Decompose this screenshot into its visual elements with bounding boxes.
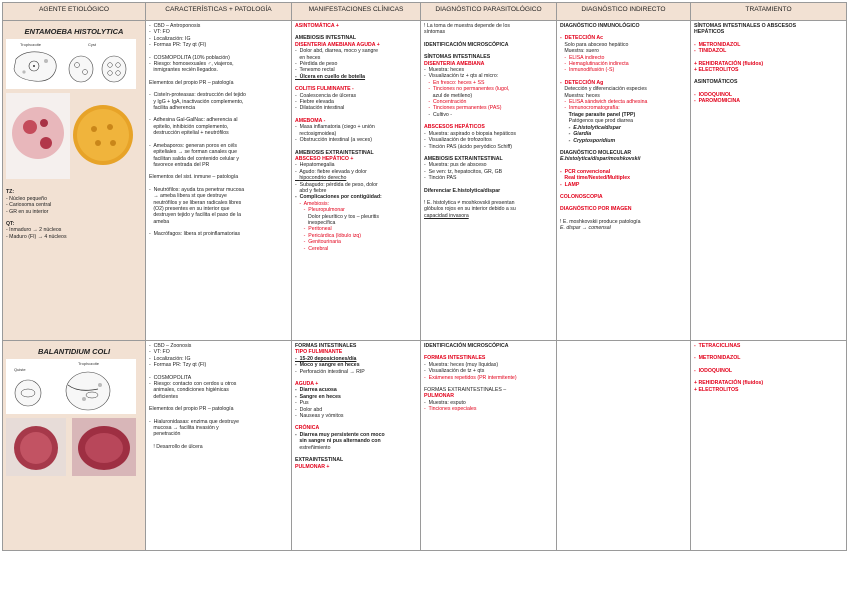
header-agente: AGENTE ETIOLÓGICO	[3, 3, 146, 21]
text-line: - DETECCIÓN Ac	[560, 35, 604, 42]
note-line: - Núcleo pequeño	[6, 195, 47, 202]
text-line: - Muestra: pus de absceso	[424, 162, 487, 169]
cell-manifestaciones	[292, 21, 421, 341]
text-line: abd y fiebre	[295, 187, 327, 194]
text-line: sin sangre ni pus alternando con	[295, 438, 381, 445]
text-line: - VT: FO	[149, 29, 170, 36]
note-line: - Inmaduro → 2 núcleos	[6, 227, 62, 234]
text-line: - Dolor abd	[295, 406, 323, 413]
text-line: COLITIS FULMINANTE -	[295, 86, 354, 93]
note-line: - GR en su interior	[6, 208, 49, 215]
text-line: - Muestra: heces	[424, 67, 465, 74]
text-line: neutrófilos y se liberan radicales libres	[149, 199, 242, 206]
text-line: Muestra: suero	[560, 48, 599, 55]
agent-cell	[3, 341, 146, 551]
diagram-label-trophozoite: Trophozoite	[20, 42, 41, 48]
text-line: animales, condiciones higiénicas	[149, 387, 229, 394]
text-line: facilitan salida del contenido celular y	[149, 155, 239, 162]
text-line: - Pérdida de peso	[295, 61, 338, 68]
cell-diag-indirecto	[557, 341, 691, 551]
text-line: AMEBIOSIS INTESTINAL	[295, 35, 357, 42]
text-line: - Amebiosis:	[295, 200, 330, 207]
text-line: DISENTERIA AMEBIANA	[424, 60, 485, 67]
text-line: - Localización: IG	[149, 35, 191, 42]
text-line: AMEBOMA -	[295, 117, 326, 124]
balantidium-micrographs	[6, 418, 136, 478]
text-line: ! Desarrollo de úlcera	[149, 443, 203, 450]
diagram-label-quiste: Quiste	[14, 367, 26, 373]
text-line: Solo para absceso hepático	[560, 41, 629, 48]
text-line: DIAGNÓSTICO INMUNOLÓGICO	[560, 23, 640, 29]
text-line: SÍNTOMAS INTESTINALES O ABSCESOS	[694, 23, 797, 29]
diagram-label-cyst: Cyst	[88, 42, 96, 48]
text-line: facilita adherencia	[149, 105, 196, 112]
text-line: - ELISA sándwich detecta adhesina	[560, 99, 648, 106]
text-line: - Dilatación intestinal	[295, 105, 345, 112]
text-line: - En fresco: heces + SS	[424, 79, 485, 86]
text-line: COLONOSCOPIA	[560, 193, 603, 200]
text-line: - Neutrófilos: ayuda tza penetrar mucosa	[149, 186, 245, 193]
entamoeba-diagram	[6, 39, 136, 89]
text-line: - LAMP	[560, 181, 580, 188]
row-balantidium	[3, 341, 847, 551]
text-line: en heces	[295, 54, 321, 61]
text-line: - Subagudo: pérdida de peso, dolor	[295, 181, 378, 188]
text-line: - Adhesina Gal-GalNac: adherencia al	[149, 117, 238, 124]
note-line: - Maduro (FI) → 4 núcleos	[6, 233, 67, 240]
text-line: - Moco y sangre en heces	[295, 362, 360, 369]
diagram-label-trophozoite: Trophozoite	[78, 361, 99, 367]
text-line: ameba	[149, 218, 170, 225]
text-line: (O2) presentes en su interior que	[149, 205, 230, 212]
text-line: + REHIDRATACIÓN (fluidos)	[694, 380, 764, 387]
text-line: - Concentración	[424, 99, 467, 106]
text-line: - Tinciones especiales	[424, 406, 477, 413]
text-line: ABSCESOS HEPÁTICOS	[424, 124, 485, 131]
text-line: - Hemaglutinación indirecta	[560, 61, 629, 68]
text-line: Triage parasite panel (TPP)	[560, 111, 636, 118]
text-line: - Coalescencia de úlceras	[295, 92, 357, 99]
text-line: - Obstrucción intestinal (a veces)	[295, 137, 372, 144]
text-line: - Úlcera en cuello de botella	[295, 73, 366, 80]
text-line: - Pleuropulmonar	[295, 207, 345, 214]
text-line: PULMONAR	[424, 393, 454, 400]
text-line: ASINTOMÁTICOS	[694, 79, 738, 86]
morphology-notes	[6, 189, 142, 240]
text-line: Elementos del sist. inmune – patología	[149, 174, 239, 181]
cell-manifestaciones	[292, 341, 421, 551]
text-line: - Cryptosporidium	[560, 137, 616, 144]
row-entamoeba	[3, 21, 847, 341]
parasite-name: ENTAMOEBA HISTOLYTICA	[24, 27, 124, 36]
text-line: - Amebaporos: generan poros en céls	[149, 142, 237, 149]
text-line: - Hepatomegalia	[295, 162, 335, 169]
text-line: - Visualización tz + qts al micro:	[424, 73, 499, 80]
text-line: - ELISA indirecto	[560, 54, 605, 61]
text-line: FORMAS INTESTINALES	[295, 343, 357, 349]
text-line: - CBD – Zoonosis	[149, 343, 192, 349]
text-line: - 15-20 deposiciones/día	[295, 355, 357, 362]
cell-diag-parasitologico	[421, 21, 557, 341]
text-line: favorece entrada del PR	[149, 161, 210, 168]
text-line: penetración	[149, 431, 181, 438]
text-line: IDENTIFICACIÓN MICROSCÓPICA	[424, 41, 509, 48]
text-line: E.histolytica/dispar/moshkovskii	[560, 156, 641, 163]
text-line: + ELECTROLITOS	[694, 67, 739, 74]
text-line: ! E. moshkovskii produce patología	[560, 218, 641, 225]
text-line: - Formas PR: Tzy qt (FI)	[149, 42, 207, 49]
text-line: - Inmunodifusión (-S)	[560, 67, 615, 74]
text-line: estreñimiento	[295, 444, 331, 451]
text-line: - Riesgo: contacto con cerdos u otros	[149, 381, 237, 388]
text-line: - Masa inflamatoria (ciego + unión	[295, 124, 375, 131]
header-manifestaciones: MANIFESTACIONES CLÍNICAS	[292, 3, 421, 21]
text-line: capacidad invasora	[424, 212, 469, 219]
text-line: y IgG + IgA, inactivación complemento,	[149, 98, 244, 105]
text-line: ASINTOMÁTICA +	[295, 23, 339, 29]
text-line: + REHIDRATACIÓN (fluidos)	[694, 60, 764, 67]
text-line: - PCR convencional	[560, 168, 611, 175]
text-line: - COSMOPOLITA (10% población)	[149, 54, 230, 61]
text-line: CRÓNICA	[295, 425, 320, 432]
cell-caracteristicas	[146, 21, 292, 341]
text-line: - Tinción PAS	[424, 175, 457, 182]
text-line: E. dispar → comensal	[560, 225, 611, 232]
cell-diag-parasitologico	[421, 341, 557, 551]
text-line: - Agudo: fiebre elevada y dolor	[295, 168, 367, 175]
text-line: glóbulos rojos en su interior debido a su	[424, 206, 516, 213]
text-line: - Localización: IG	[149, 355, 191, 362]
text-line: - Pericárdica (lóbulo izq)	[295, 232, 362, 239]
text-line: - Visualización de tz + qts	[424, 368, 485, 375]
text-line: destrucción epitelial + neutrófilos	[149, 130, 229, 137]
text-line: - Complicaciones por contigüidad:	[295, 194, 382, 201]
cell-diag-indirecto	[557, 21, 691, 341]
text-line: - Perforación intestinal → RIP	[295, 368, 365, 375]
header-row	[3, 3, 847, 21]
text-line: Dolor pleurítico y tos – pleuritis	[295, 213, 379, 220]
header-caracteristicas: CARACTERÍSTICAS + PATOLOGÍA	[146, 3, 292, 21]
text-line: - Cerebral	[295, 245, 329, 252]
text-line: DISENTERIA AMEBIANA AGUDA +	[295, 41, 380, 48]
text-line: - E.histolytica/dispar	[560, 124, 621, 131]
text-line: - Dolor abd, diarrea, moco y sangre	[295, 48, 379, 55]
header-diag-indirecto: DIAGNÓSTICO INDIRECTO	[557, 3, 691, 21]
text-line: - IODOQUINOL	[694, 91, 733, 98]
text-line: - CBD – Antroponosis	[149, 23, 201, 29]
text-line: ABSCESO HEPÁTICO +	[295, 155, 354, 162]
text-line: - DETECCIÓN Ag	[560, 79, 604, 86]
text-line: → ameba libera st que destruye	[149, 193, 227, 200]
text-line: - Formas PR: Tzy qt (FI)	[149, 362, 207, 369]
text-line: - Tinciones permanentes (PAS)	[424, 105, 502, 112]
text-line: - Tinciones no permanentes (lugol,	[424, 86, 510, 93]
parasite-table	[2, 2, 847, 551]
text-line: - Nauseas y vómitos	[295, 413, 344, 420]
text-line: - Giardia	[560, 131, 592, 138]
text-line: HEPÁTICOS	[694, 29, 725, 36]
text-line: epitelio, inhibición complemento,	[149, 123, 229, 130]
text-line: - Exámenes repetidos (PR intermitente)	[424, 374, 517, 381]
text-line: Patógenos que prod diarrea	[560, 118, 633, 125]
note-line: QT:	[6, 221, 15, 228]
text-line: - Diarrea muy persistente con moco	[295, 431, 385, 438]
text-line: + ELECTROLITOS	[694, 386, 739, 393]
text-line: inmigrantes recién llegados.	[149, 67, 218, 74]
note-line: - Cariosoma central	[6, 202, 52, 209]
text-line: - Muestra: esputo	[424, 399, 466, 406]
text-line: - Peritoneal	[295, 226, 332, 233]
cell-tratamiento	[691, 341, 847, 551]
text-line: DIAGNÓSTICO MOLECULAR	[560, 149, 632, 156]
text-line: DIAGNÓSTICO POR IMAGEN	[560, 206, 632, 213]
text-line: azul de metileno)	[424, 92, 473, 99]
text-line: hipocondrio derecho	[295, 175, 347, 182]
text-line: - Cultivo -	[424, 111, 452, 118]
text-line: ! La toma de muestra depende de los	[424, 23, 510, 29]
text-line: IDENTIFICACIÓN MICROSCÓPICA	[424, 343, 509, 349]
text-line: Elementos del propio PR – patología	[149, 406, 234, 413]
text-line: deficientes	[149, 393, 179, 400]
agent-cell	[3, 21, 146, 341]
text-line: Detección y diferenciación especies	[560, 86, 647, 93]
text-line: - PAROMOMICINA	[694, 98, 741, 105]
text-line: - TETRACICLINAS	[694, 343, 741, 349]
text-line: - Muestra: aspirado o biopsia hepáticos	[424, 130, 516, 137]
text-line: - Diarrea acuosa	[295, 387, 337, 394]
text-line: TIPO FULMINANTE	[295, 349, 343, 356]
text-line: Real time/Nested/Multiplex	[560, 175, 631, 182]
text-line: ! E. histolytica ≠ moshkovskii presentan	[424, 199, 515, 206]
text-line: - Tinción PAS (ácido peryódico Schiff)	[424, 143, 513, 150]
text-line: - Hialuronidasas: enzima que destruye	[149, 418, 239, 425]
text-line: - Riesgo: homosexuales ♂, viajeros,	[149, 61, 234, 68]
text-line: epiteliales → se forman canales que	[149, 149, 237, 156]
cell-caracteristicas	[146, 341, 292, 551]
text-line: - Cisteín-proteasas: destrucción del tejido	[149, 92, 246, 99]
text-line: - TINIDAZOL	[694, 48, 727, 55]
text-line: - COSMOPOLITA	[149, 374, 192, 381]
text-line: AGUDA +	[295, 381, 319, 388]
text-line: - Genitourinaria	[295, 239, 341, 246]
text-line: AMEBIOSIS EXTRAINTESTINAL	[295, 149, 374, 156]
text-line: FORMAS EXTRAINTESTINALES –	[424, 387, 507, 394]
text-line: EXTRAINTESTINAL	[295, 457, 344, 464]
text-line: SÍNTOMAS INTESTINALES	[424, 54, 491, 61]
note-line: TZ:	[6, 189, 15, 196]
text-line: - Macrófagos: libera st proinflamatorias	[149, 231, 241, 238]
text-line: - Inmunocromatografía:	[560, 105, 620, 112]
text-line: - Visualización de trofozoítos	[424, 137, 492, 144]
text-line: PULMONAR +	[295, 463, 330, 470]
header-tratamiento: TRATAMIENTO	[691, 3, 847, 21]
text-line: rectosigmoidea)	[295, 130, 337, 137]
text-line: inespecífica	[295, 219, 336, 226]
text-line: - IODOQUINOL	[694, 367, 733, 374]
text-line: síntomas	[424, 29, 446, 36]
cell-tratamiento	[691, 21, 847, 341]
text-line: - Tenesmo rectal	[295, 67, 335, 74]
text-line: destruyen tejido y facilita el paso de la	[149, 212, 241, 219]
header-diag-parasitologico: DIAGNÓSTICO PARASITOLÓGICO	[421, 3, 557, 21]
text-line: - Se ven: tz, hepatocitos, GR, GB	[424, 168, 503, 175]
parasite-name: BALANTIDIUM COLI	[37, 347, 111, 356]
text-line: - VT: FO	[149, 349, 170, 356]
text-line: - METRONIDAZOL	[694, 355, 741, 362]
text-line: - Pus	[295, 400, 309, 407]
text-line: AMEBIOSIS EXTRAINTESTINAL	[424, 155, 503, 162]
text-line: - METRONIDAZOL	[694, 41, 741, 48]
text-line: - Muestra: heces (muy líquidas)	[424, 361, 499, 368]
text-line: Elementos del propio PR – patología	[149, 79, 234, 86]
text-line: Diferenciar E.histolytica/dispar	[424, 187, 501, 194]
text-line: FORMAS INTESTINALES	[424, 355, 486, 362]
balantidium-diagram	[6, 359, 136, 414]
text-line: Muestra: heces	[560, 92, 600, 99]
text-line: mucosa → facilita invasión y	[149, 425, 219, 432]
text-line: - Sangre en heces	[295, 393, 341, 400]
text-line: - Fiebre elevada	[295, 99, 334, 106]
entamoeba-micrographs	[6, 93, 136, 183]
